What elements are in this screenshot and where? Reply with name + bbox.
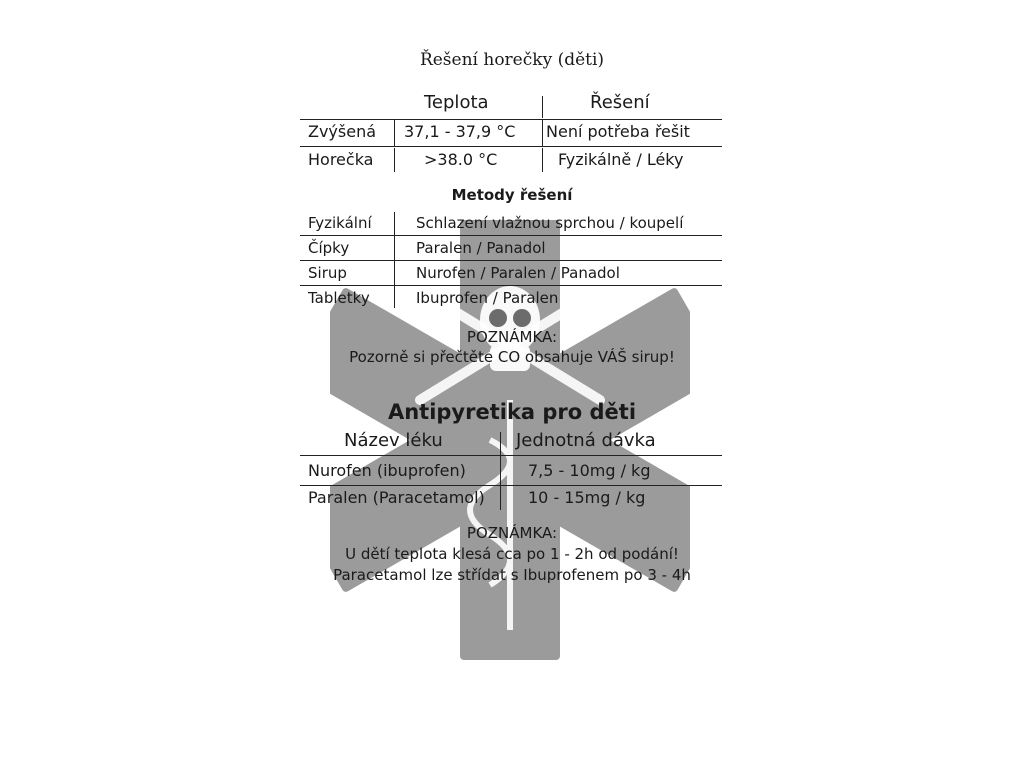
note-label: POZNÁMKA:	[466, 524, 558, 542]
table-row-drug: Nurofen (ibuprofen)	[308, 461, 466, 480]
table-divider	[300, 119, 722, 120]
note-text: U dětí teplota klesá cca po 1 - 2h od podání!	[345, 545, 679, 563]
header-divider	[542, 96, 543, 118]
cell-divider	[394, 148, 395, 172]
table-row-solution: Fyzikálně / Léky	[558, 150, 684, 169]
fever-reference-sheet	[300, 0, 724, 768]
table-divider	[300, 285, 722, 286]
table-row-label: Zvýšená	[308, 122, 377, 141]
list-item-method: Fyzikální	[308, 214, 372, 232]
cell-divider	[542, 120, 543, 146]
list-item-desc: Schlazení vlažnou sprchou / koupelí	[416, 214, 684, 232]
list-item-desc: Nurofen / Paralen / Panadol	[416, 264, 620, 282]
solution-col-header: Řešení	[590, 92, 650, 113]
page-title: Řešení horečky (děti)	[419, 50, 605, 70]
list-item-desc: Paralen / Panadol	[416, 239, 546, 257]
antipyretics-title: Antipyretika pro děti	[387, 400, 637, 424]
table-row-solution: Není potřeba řešit	[546, 122, 690, 141]
table-row-label: Horečka	[308, 150, 374, 169]
table-row-dose: 10 - 15mg / kg	[528, 488, 646, 507]
list-item-method: Sirup	[308, 264, 347, 282]
list-item-method: Tabletky	[308, 289, 370, 307]
drug-name-header: Název léku	[344, 430, 443, 451]
table-divider	[300, 146, 722, 147]
dose-header: Jednotná dávka	[516, 430, 656, 451]
note-text: Paracetamol lze střídat s Ibuprofenem po 3 - 4h	[333, 566, 691, 584]
table-divider	[300, 260, 722, 261]
note-label: POZNÁMKA:	[466, 328, 558, 346]
table-row-range: 37,1 - 37,9 °C	[404, 122, 516, 141]
list-item-method: Čípky	[308, 239, 350, 257]
table-row-range: >38.0 °C	[424, 150, 498, 169]
table-divider	[300, 485, 722, 486]
methods-title: Metody řešení	[451, 186, 573, 204]
cell-divider	[394, 120, 395, 146]
methods-divider	[394, 212, 395, 308]
table-divider	[300, 235, 722, 236]
table-divider	[300, 455, 722, 456]
cell-divider	[542, 148, 543, 172]
antipyretics-divider	[500, 432, 501, 510]
list-item-desc: Ibuprofen / Paralen	[416, 289, 559, 307]
table-row-drug: Paralen (Paracetamol)	[308, 488, 485, 507]
note-text: Pozorně si přečtěte CO obsahuje VÁŠ sirup!	[349, 348, 675, 366]
table-row-dose: 7,5 - 10mg / kg	[528, 461, 651, 480]
temp-col-header: Teplota	[424, 92, 489, 113]
